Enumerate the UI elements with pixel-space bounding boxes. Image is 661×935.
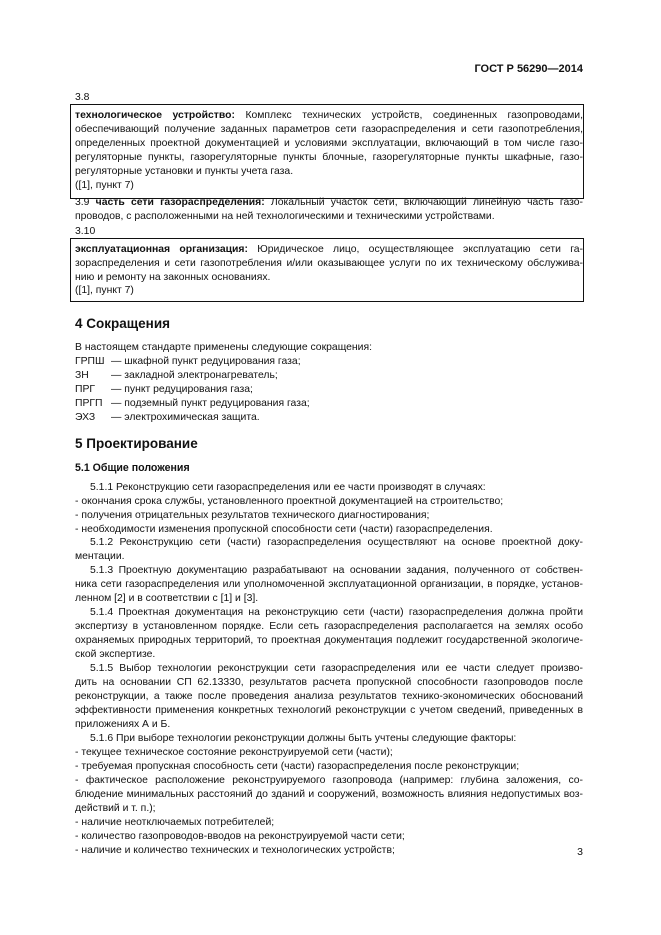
body-line: - фактическое расположение реконструируемого газопровода (например: глубина заложения, со- (75, 775, 583, 786)
abbreviation-item: ГРПШ — шкафной пункт редуцирования газа; (75, 356, 301, 367)
body-line: - получения отрицательных результатов технического диагностирования; (75, 510, 430, 521)
def-3-8-line-1: технологическое устройство: Комплекс технических устройств, соединенных газопроводами, (75, 110, 583, 121)
def-3-10-line-1: эксплуатационная организация: Юридическое лицо, осуществляющее эксплуатацию сети га- (75, 244, 583, 255)
def-3-9-line-2: проводов, с расположенными на ней технологическими и техническими устройствами. (75, 211, 495, 222)
body-line: ской экспертизе. (75, 649, 156, 660)
body-line: - количество газопроводов-вводов на реконструируемой части сети; (75, 831, 405, 842)
def-3-9-line-1: 3.9 часть сети газораспределения: Локальный участок сети, включающий линейную часть газо- (75, 197, 583, 208)
body-line: 5.1.1 Реконструкцию сети газораспределения или ее части производят в случаях: (90, 482, 486, 493)
body-line: 5.1.6 При выборе технологии реконструкции должны быть учтены следующие факторы: (90, 733, 517, 744)
body-line: - необходимости изменения пропускной способности сети (части) газораспределения. (75, 524, 493, 535)
body-line: охраняемых природных территорий, то проектная документация подлежит государственной экологиче- (75, 635, 583, 646)
body-line: - текущее техническое состояние реконструируемой сети (части); (75, 747, 393, 758)
def-3-10-line-3: нию и ремонту на законных основаниях. (75, 272, 271, 283)
def-3-8-line-2: обеспечивающий получение заданных параметров сети газораспределения и сети газопотребления, (75, 124, 583, 135)
def-3-8-reference: ([1], пункт 7) (75, 180, 134, 191)
body-line: дить на основании СП 62.13330, результатов расчета пропускной способности газопроводов после (75, 677, 583, 688)
abbreviation-item: ЭХЗ — электрохимическая защита. (75, 412, 260, 423)
document-header: ГОСТ Р 56290—2014 (474, 63, 583, 75)
body-line: 5.1.5 Выбор технологии реконструкции сети газораспределения или ее части следует произво- (90, 663, 583, 674)
body-line: - окончания срока службы, установленного проектной документацией на строительство; (75, 496, 504, 507)
def-3-10-number: 3.10 (75, 226, 96, 237)
body-line: эффективности применения конкретных технологий реконструкции с учетом сведений, приведенных в (75, 705, 583, 716)
body-line: - наличие и количество технических и технологических устройств; (75, 845, 395, 856)
body-line: ментации. (75, 551, 125, 562)
subsection-5-1-title: 5.1 Общие положения (75, 462, 190, 474)
def-3-8-line-4: регуляторные пункты, газорегуляторные пункты блочные, газорегуляторные пункты шкафные, газо- (75, 152, 583, 163)
section-4-title: 4 Сокращения (75, 316, 170, 331)
body-line: экспертизу в установленном порядке. Если сеть газораспределения располагается на землях особо (75, 621, 583, 632)
body-line: ника сети газораспределения или уполномоченной эксплуатационной организации, в порядке, установ- (75, 579, 583, 590)
body-line: 5.1.3 Проектную документацию разрабатывают на основании задания, полученного от собствен- (90, 565, 583, 576)
body-line: приложениях А и Б. (75, 719, 171, 730)
section-5-title: 5 Проектирование (75, 436, 198, 451)
body-line: ленном [2] и в соответствии с [1] и [3]. (75, 593, 259, 604)
abbreviation-item: ПРГП — подземный пункт редуцирования газа; (75, 398, 310, 409)
section-4-intro: В настоящем стандарте применены следующие сокращения: (75, 342, 372, 353)
body-line: 5.1.2 Реконструкцию сети (части) газораспределения осуществляют на основе проектной доку- (90, 537, 583, 548)
body-line: действий и т. п.); (75, 803, 156, 814)
body-line: блюдение минимальных расстояний до зданий и сооружений, возможность влияния недопустимых воз- (75, 789, 583, 800)
def-3-8-line-5: регуляторные установки и пункты учета газа. (75, 166, 294, 177)
def-3-8-line-3: определенных проектной документацией и условиями эксплуатации, включающий в том числе газо- (75, 138, 583, 149)
body-line: - наличие неотключаемых потребителей; (75, 817, 275, 828)
def-3-10-reference: ([1], пункт 7) (75, 285, 134, 296)
def-3-8-number: 3.8 (75, 92, 90, 103)
body-line: - требуемая пропускная способность сети (части) газораспределения после реконструкции; (75, 761, 520, 772)
def-3-10-line-2: зораспределения и сети газопотребления и/или оказывающее услуги по их техническому обслужива- (75, 258, 583, 269)
abbreviation-item: ЗН — закладной электронагреватель; (75, 370, 278, 381)
page-number: 3 (577, 846, 583, 858)
abbreviation-item: ПРГ — пункт редуцирования газа; (75, 384, 253, 395)
body-line: 5.1.4 Проектная документация на реконструкцию сети (части) газораспределения должна пройти (90, 607, 583, 618)
body-line: реконструкции, а также после проведения анализа результатов технико-экономических обоснований (75, 691, 583, 702)
